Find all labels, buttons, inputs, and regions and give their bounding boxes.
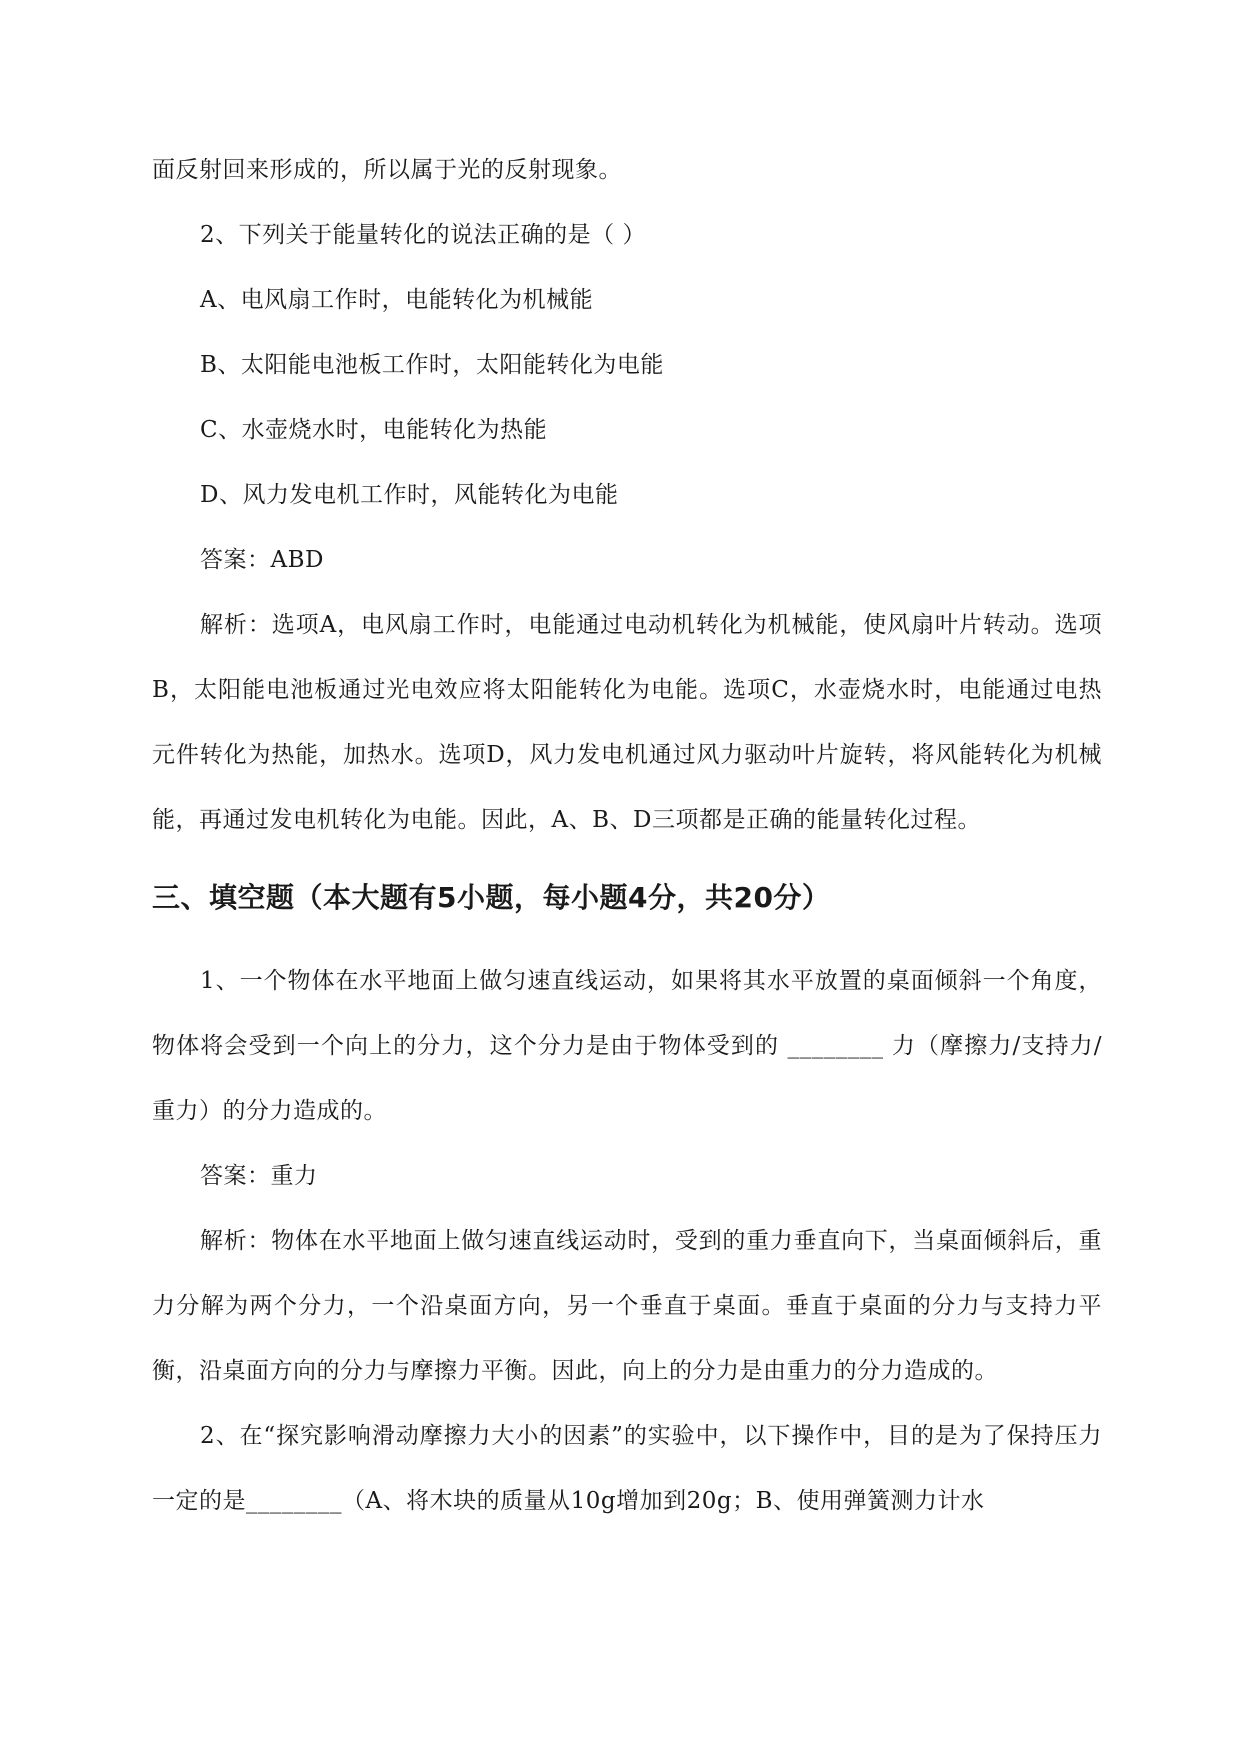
- fill-question-2-stem: 2、在“探究影响滑动摩擦力大小的因素”的实验中，以下操作中，目的是为了保持压力一定的是________（A、将木块的质量从10g增加到20g；B、使用弹簧测力计水: [152, 1423, 1102, 1514]
- fill-question-1-stem: 1、一个物体在水平地面上做匀速直线运动，如果将其水平放置的桌面倾斜一个角度，物体将会受到一个向上的分力，这个分力是由于物体受到的 ________ 力（摩擦力/支持力/重力）的分力造成的。: [152, 968, 1102, 1124]
- question-2-option-d: D、风力发电机工作时，风能转化为电能: [200, 482, 619, 508]
- fill-question-1-answer: 答案：重力: [200, 1163, 318, 1189]
- fill-question-1-explanation: 解析：物体在水平地面上做匀速直线运动时，受到的重力垂直向下，当桌面倾斜后，重力分解为两个分力，一个沿桌面方向，另一个垂直于桌面。垂直于桌面的分力与支持力平衡，沿桌面方向的分力与摩擦力平衡。因此，向上的分力是由重力的分力造成的。: [152, 1228, 1102, 1384]
- question-2-answer: 答案：ABD: [200, 547, 324, 573]
- question-2-option-a: A、电风扇工作时，电能转化为机械能: [200, 287, 594, 313]
- question-2-option-c: C、水壶烧水时，电能转化为热能: [200, 417, 548, 443]
- question-2-explanation: 解析：选项A，电风扇工作时，电能通过电动机转化为机械能，使风扇叶片转动。选项B，太阳能电池板通过光电效应将太阳能转化为电能。选项C，水壶烧水时，电能通过电热元件转化为热能，加热水。选项D，风力发电机通过风力驱动叶片旋转，将风能转化为机械能，再通过发电机转化为电能。因此，A、B、D三项都是正确的能量转化过程。: [152, 612, 1102, 833]
- question-2-option-b: B、太阳能电池板工作时，太阳能转化为电能: [200, 352, 664, 378]
- page-content: [152, 138, 1102, 1534]
- section-3-heading: 三、填空题（本大题有5小题，每小题4分，共20分）: [152, 881, 831, 914]
- question-2-stem: 2、下列关于能量转化的说法正确的是（ ）: [200, 222, 646, 248]
- previous-explanation-tail: 面反射回来形成的，所以属于光的反射现象。: [152, 157, 622, 183]
